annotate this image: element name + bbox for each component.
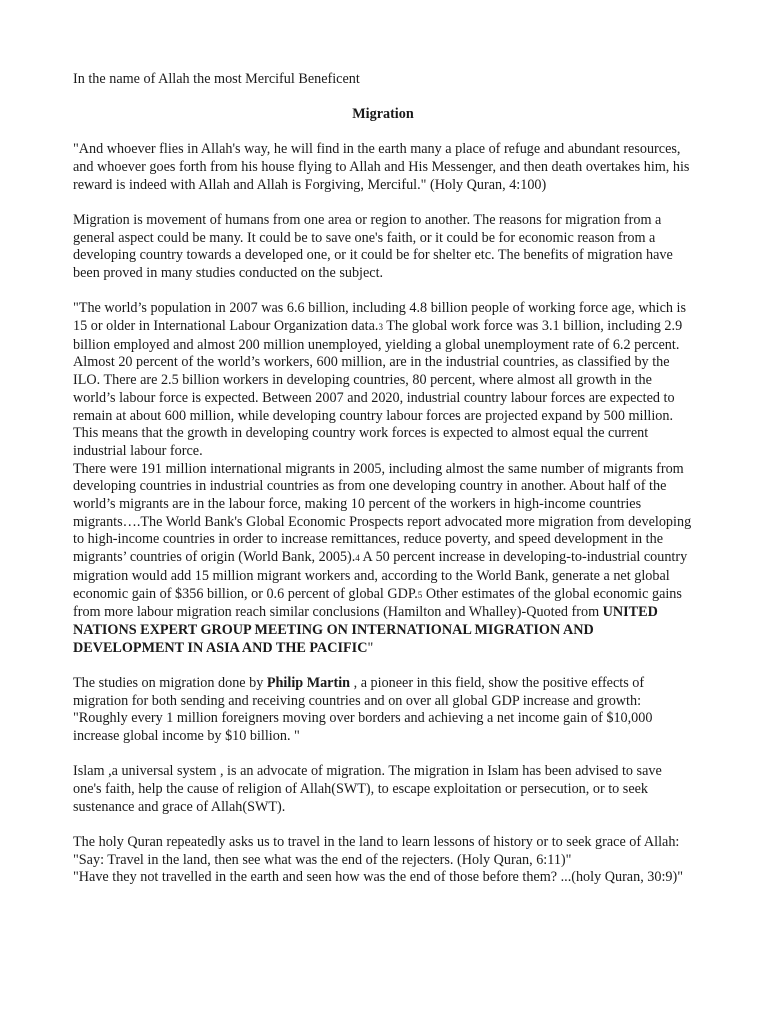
verse-quote: "And whoever flies in Allah's way, he will find in the earth many a place of refuge and abundant resources, and whoever goes forth from his house flying to Allah and His Messenger, and then death overtakes him, his reward is indeed with Allah and Allah is Forgiving, Merciful." (Holy Quran, 4:100) — [73, 141, 690, 193]
footnote-marker: 3 — [378, 322, 383, 333]
martin-paragraph: The studies on migration done by Philip Martin , a pioneer in this field, show the positive effects of migration for both sending and receiving countries and on over all global GDP increase and growth: — [73, 674, 645, 709]
author-name: Philip Martin — [266, 674, 351, 691]
footnote-marker: 4 — [355, 553, 360, 564]
document-page — [73, 71, 693, 887]
opening-line: In the name of Allah the most Merciful Beneficent — [73, 71, 360, 87]
footnote-marker: 5 — [417, 589, 423, 600]
source-title: UNITED NATIONS EXPERT GROUP MEETING ON INTERNATIONAL MIGRATION AND DEVELOPMENT IN ASIA AND THE PACIFIC — [73, 604, 658, 656]
martin-block — [73, 675, 693, 746]
un-quote-paragraph-2: Almost 20 percent of the world’s workers, 600 million, are in the industrial countries, as classified by the ILO. There are 2.5 billion workers in developing countries, 80 percent, where almost all growth in the world’s labour force is expected. Between 2007 and 2020, industrial country labour forces are expected to remain at about 600 million, while developing country labour forces are projected expand by 500 million. This means that the growth in developing country work forces is expected to almost equal the current industrial labour force. — [73, 354, 675, 459]
islam-paragraph: Islam ,a universal system , is an advocate of migration. The migration in Islam has been advised to save one's faith, help the cause of religion of Allah(SWT), to escape exploitation or persecution, or to seek sustenance and grace of Allah(SWT). — [73, 763, 662, 815]
quran-intro: The holy Quran repeatedly asks us to travel in the land to learn lessons of history or to seek grace of Allah: — [73, 833, 680, 850]
martin-quote: "Roughly every 1 million foreigners moving over borders and achieving a net income gain of $10,000 increase global income by $10 billion. " — [73, 710, 653, 744]
quran-block — [73, 834, 693, 887]
un-quote-paragraph-1: "The world’s population in 2007 was 6.6 billion, including 4.8 billion people of working force age, which is 15 or older in International Labour Organization data.3 The global work force was 3.1 billion, including 2.9 billion employed and almost 200 million unemployed, yielding a global unemployment rate of 6.2 percent. — [73, 300, 686, 353]
un-quote-block — [73, 300, 693, 657]
un-quote-paragraph-3: There were 191 million international migrants in 2005, including almost the same number of migrants from developing countries in industrial countries as from one developing country in another. About half of the world’s migrants are in the labour force, making 10 percent of the workers in high-income countries migrants….The World Bank's Global Economic Prospects report advocated more migration from developing to high-income countries in order to increase remittances, reduce poverty, and speed development in the migrants’ countries of origin (World Bank, 2005).4 A 50 percent increase in developing-to-industrial country migration would add 15 million migrant workers and, according to the World Bank, generate a net global economic gain of $356 billion, or 0.6 percent of global GDP.5 Other estimates of the global economic gains from more labour migration reach similar conclusions (Hamilton and Whalley)-Quoted from UNITED NATIONS EXPERT GROUP MEETING ON INTERNATIONAL MIGRATION AND DEVELOPMENT IN ASIA AND THE PACIFIC" — [73, 460, 692, 656]
quran-quote-1: "Say: Travel in the land, then see what was the end of the rejecters. (Holy Quran, 6:11)" — [73, 851, 572, 868]
intro-paragraph: Migration is movement of humans from one area or region to another. The reasons for migration from a general aspect could be many. It could be to save one's faith, or it could be for economic reason from a developing country towards a developed one, or it could be for shelter etc. The benefits of migration have been proved in many studies conducted on the subject. — [73, 212, 673, 282]
document-title: Migration — [352, 106, 414, 123]
quran-quote-2: "Have they not travelled in the earth and seen how was the end of those before them? ...(holy Quran, 30:9)" — [73, 869, 684, 886]
